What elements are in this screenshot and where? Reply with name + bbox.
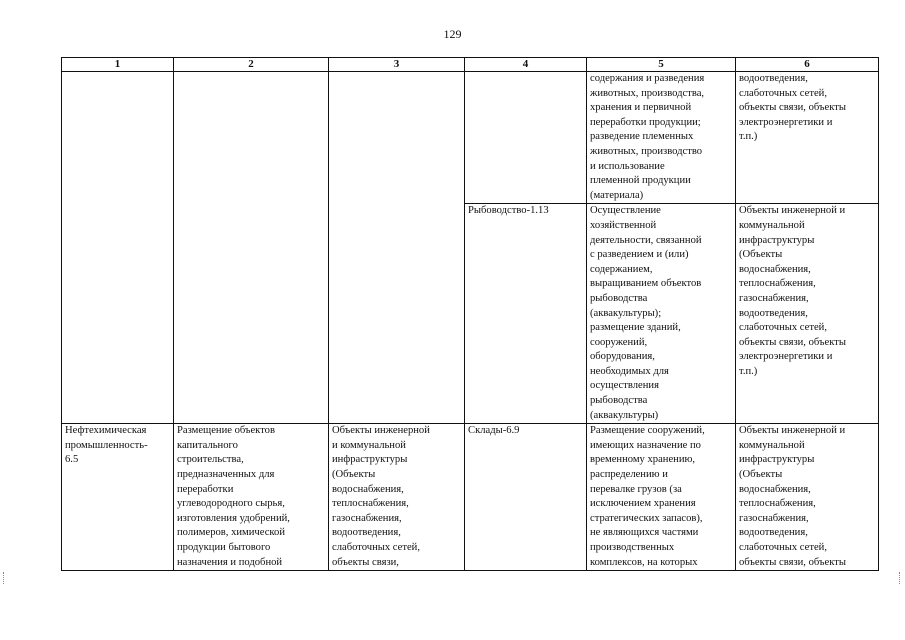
table-cell xyxy=(329,72,465,204)
table-cell: Объекты инженерной и коммунальной инфраструктуры (Объекты водоснабжения, теплоснабжения, газоснабжения, водоотведения, слаботочных сетей, объекты связи, xyxy=(329,424,465,571)
table-cell: Размещение сооружений, имеющих назначение по временному хранению, распределению и перевалке грузов (за исключением хранения стратегических запасов), не являющихся частями производственных комплексов, на которых xyxy=(587,424,736,571)
table-cell: Объекты инженерной и коммунальной инфраструктуры (Объекты водоснабжения, теплоснабжения, газоснабжения, водоотведения, слаботочных сетей, объекты связи, объекты xyxy=(736,424,879,571)
table-cell xyxy=(62,204,174,424)
table-cell: содержания и разведения животных, производства, хранения и первичной переработки продукции; разведение племенных животных, производство и использование племенной продукции (материала) xyxy=(587,72,736,204)
table-row xyxy=(62,204,879,424)
table-cell xyxy=(329,204,465,424)
column-header: 5 xyxy=(587,58,736,72)
left-margin-mark xyxy=(3,572,6,584)
table-cell xyxy=(174,72,329,204)
column-header: 1 xyxy=(62,58,174,72)
table-cell: Нефтехимическая промышленность- 6.5 xyxy=(62,424,174,571)
page-number: 129 xyxy=(443,27,462,41)
table-cell: Склады-6.9 xyxy=(465,424,587,571)
land-use-table xyxy=(61,57,879,571)
table-cell: Размещение объектов капитального строительства, предназначенных для переработки углеводородного сырья, изготовления удобрений, полимеров, химической продукции бытового назначения и подобной xyxy=(174,424,329,571)
column-header: 3 xyxy=(329,58,465,72)
right-margin-mark xyxy=(899,572,902,584)
table-header-row xyxy=(62,58,879,72)
table-cell: Объекты инженерной и коммунальной инфраструктуры (Объекты водоснабжения, теплоснабжения, газоснабжения, водоотведения, слаботочных сетей, объекты связи, объекты электроэнергетики и т.п.) xyxy=(736,204,879,424)
column-header: 6 xyxy=(736,58,879,72)
table-cell: водоотведения, слаботочных сетей, объекты связи, объекты электроэнергетики и т.п.) xyxy=(736,72,879,204)
table-cell: Рыбоводство-1.13 xyxy=(465,204,587,424)
table-cell xyxy=(62,72,174,204)
table-row xyxy=(62,424,879,571)
table-cell xyxy=(174,204,329,424)
column-header: 4 xyxy=(465,58,587,72)
column-header: 2 xyxy=(174,58,329,72)
table-cell xyxy=(465,72,587,204)
table-cell: Осуществление хозяйственной деятельности, связанной с разведением и (или) содержанием, выращиванием объектов рыбоводства (аквакультуры); размещение зданий, сооружений, оборудования, необходимых для осуществления рыбоводства (аквакультуры) xyxy=(587,204,736,424)
table-row xyxy=(62,72,879,204)
